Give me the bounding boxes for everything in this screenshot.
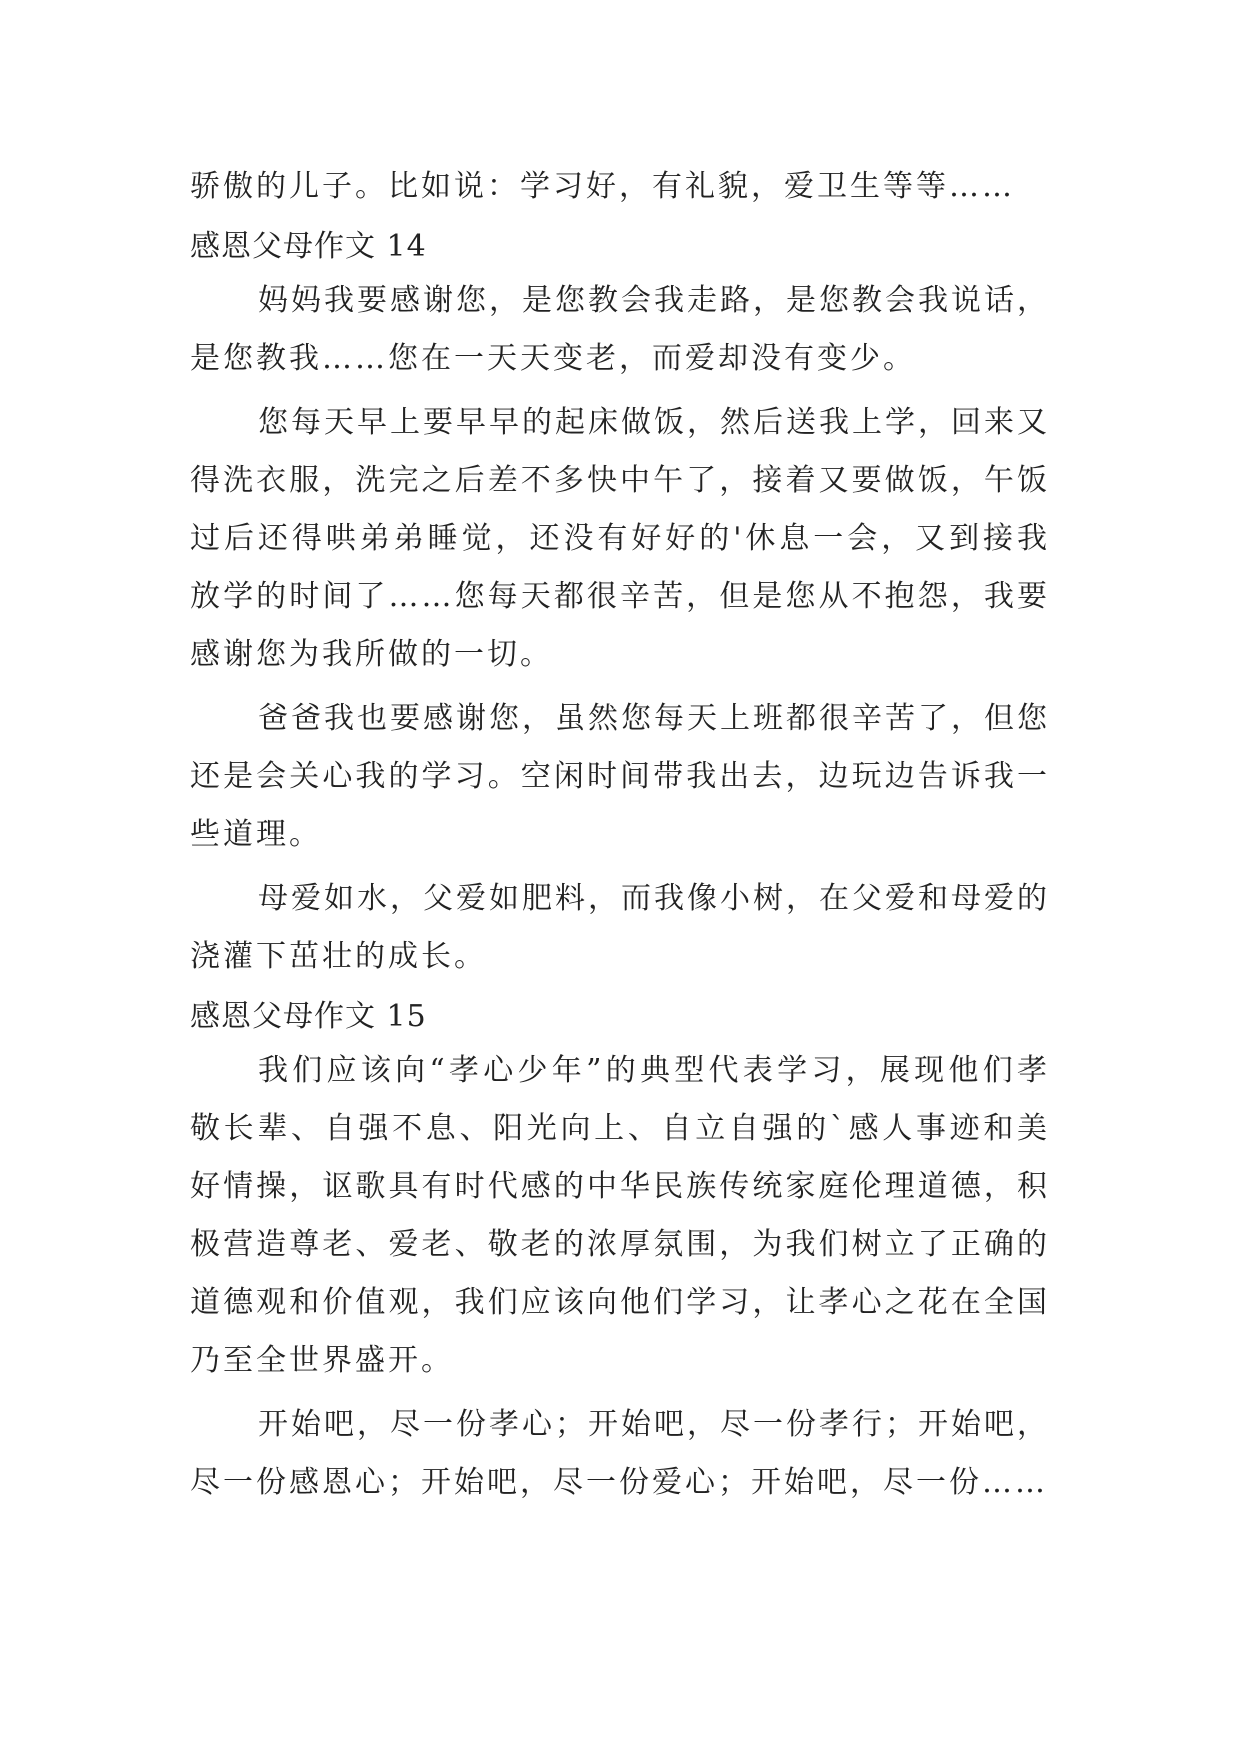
essay-heading-15: 感恩父母作文 15 [190, 999, 427, 1034]
paragraph: 开始吧，尽一份孝心；开始吧，尽一份孝行；开始吧，尽一份感恩心；开始吧，尽一份爱心；开始吧，尽一份…… [190, 1407, 1050, 1500]
paragraph: 您每天早上要早早的起床做饭，然后送我上学，回来又得洗衣服，洗完之后差不多快中午了，接着又要做饭，午饭过后还得哄弟弟睡觉，还没有好好的'休息一会，又到接我放学的时间了……您每天都很辛苦，但是您从不抱怨，我要感谢您为我所做的一切。 [190, 405, 1050, 672]
paragraph: 母爱如水，父爱如肥料，而我像小树，在父爱和母爱的浇灌下茁壮的成长。 [190, 881, 1050, 974]
paragraph: 我们应该向“孝心少年”的典型代表学习，展现他们孝敬长辈、自强不息、阳光向上、自立自强的`感人事迹和美好情操，讴歌具有时代感的中华民族传统家庭伦理道德，积极营造尊老、爱老、敬老的浓厚氛围，为我们树立了正确的道德观和价值观，我们应该向他们学习，让孝心之花在全国乃至全世界盛开。 [190, 1053, 1050, 1378]
paragraph: 爸爸我也要感谢您，虽然您每天上班都很辛苦了，但您还是会关心我的学习。空闲时间带我出去，边玩边告诉我一些道理。 [190, 701, 1050, 852]
document-body [190, 158, 1050, 1518]
paragraph-continuation: 骄傲的儿子。比如说：学习好，有礼貌，爱卫生等等…… [190, 169, 1015, 204]
paragraph: 妈妈我要感谢您，是您教会我走路，是您教会我说话，是您教我……您在一天天变老，而爱却没有变少。 [190, 283, 1050, 376]
essay-heading-14: 感恩父母作文 14 [190, 229, 427, 264]
